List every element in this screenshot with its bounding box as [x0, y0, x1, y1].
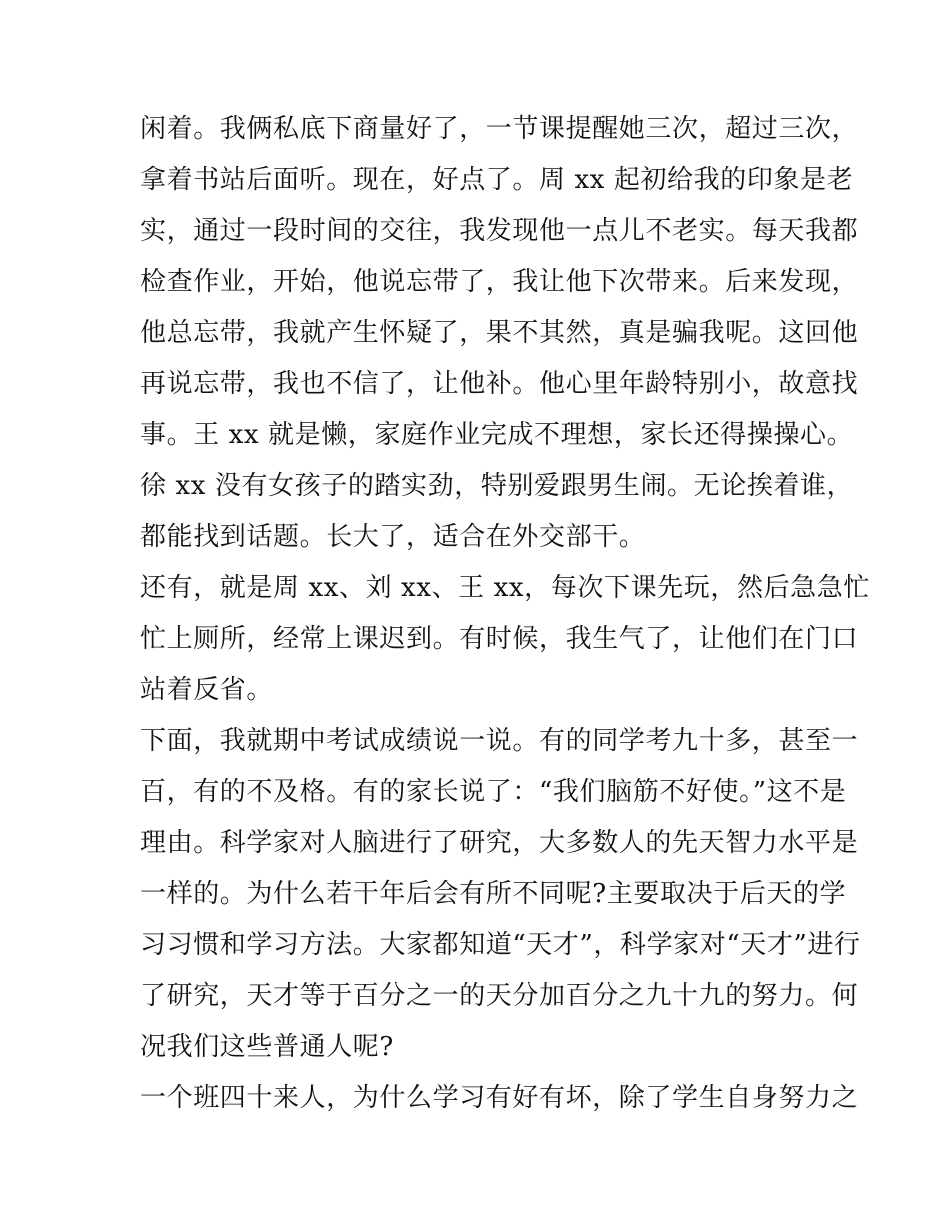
text-line: 还有，就是周 xx、刘 xx、王 xx，每次下课先玩，然后急急忙: [140, 573, 870, 603]
text-line: 都能找到话题。长大了，适合在外交部干。: [140, 522, 646, 552]
text-line: 再说忘带，我也不信了，让他补。他心里年龄特别小，故意找: [140, 369, 859, 399]
text-line: 一个班四十来人，为什么学习有好有坏，除了学生自身努力之: [140, 1083, 859, 1113]
text-line: 况我们这些普通人呢?: [140, 1032, 394, 1062]
paragraph-4: [140, 1073, 859, 1124]
text-line: 理由。科学家对人脑进行了研究，大多数人的先天智力水平是: [140, 828, 859, 858]
text-line: 忙上厕所，经常上课迟到。有时候，我生气了，让他们在门口: [140, 624, 859, 654]
text-line: 检查作业，开始，他说忘带了，我让他下次带来。后来发现，: [140, 267, 859, 297]
paragraph-2: [140, 563, 870, 716]
text-line: 徐 xx 没有女孩子的踏实劲，特别爱跟男生闹。无论挨着谁，: [140, 471, 854, 501]
text-line: 下面，我就期中考试成绩说一说。有的同学考九十多，甚至一: [140, 726, 859, 756]
paragraph-1: [140, 104, 859, 563]
text-line: 实，通过一段时间的交往，我发现他一点儿不老实。每天我都: [140, 216, 859, 246]
text-line: 站着反省。: [140, 675, 274, 705]
text-line: 闲着。我俩私底下商量好了，一节课提醒她三次，超过三次，: [140, 114, 859, 144]
text-line: 他总忘带，我就产生怀疑了，果不其然，真是骗我呢。这回他: [140, 318, 859, 348]
text-line: 事。王 xx 就是懒，家庭作业完成不理想，家长还得操操心。: [140, 420, 854, 450]
text-line: 百，有的不及格。有的家长说了：“我们脑筋不好使。”这不是: [140, 777, 847, 807]
paragraph-3: [140, 716, 861, 1073]
text-line: 拿着书站后面听。现在，好点了。周 xx 起初给我的印象是老: [140, 165, 854, 195]
document-body: [140, 104, 870, 1124]
text-line: 一样的。为什么若干年后会有所不同呢?主要取决于后天的学: [140, 879, 847, 909]
text-line: 了研究，天才等于百分之一的天分加百分之九十九的努力。何: [140, 981, 859, 1011]
text-line: 习习惯和学习方法。大家都知道“天才”，科学家对“天才”进行: [140, 930, 861, 960]
